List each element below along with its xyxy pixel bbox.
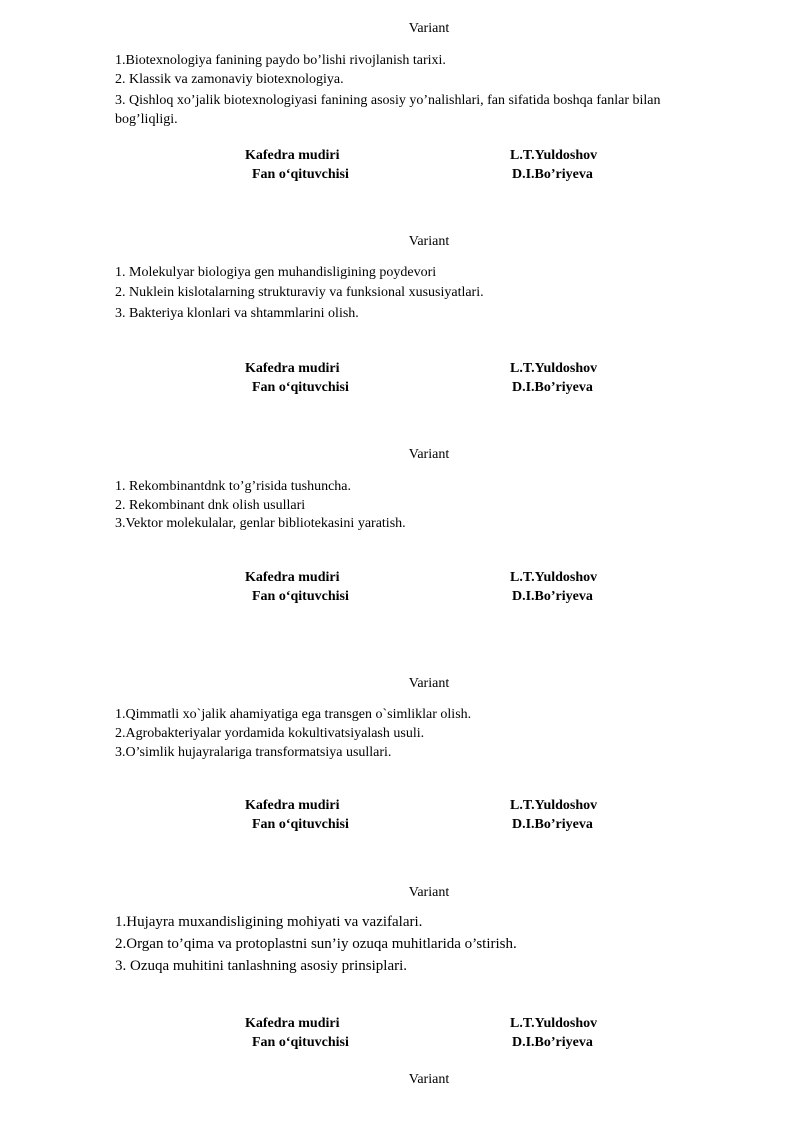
head-role: Kafedra mudiri: [245, 361, 340, 376]
question-3: 3. Qishloq xo’jalik biotexnologiyasi fanining asosiy yo’nalishlari, fan sifatida boshqa fanlar bilan bog’liqligi.: [115, 93, 661, 127]
head-name: L.T.Yuldoshov: [510, 798, 598, 813]
head-role: Kafedra mudiri: [245, 798, 340, 813]
question-1: 1. Rekombinantdnk to’g’risida tushuncha.: [115, 479, 352, 494]
teacher-name: D.I.Bo’riyeva: [512, 1035, 593, 1050]
variant-title: Variant: [408, 676, 450, 691]
question-2: 2.Agrobakteriyalar yordamida kokultivatsiyalash usuli.: [115, 726, 425, 741]
head-role: Kafedra mudiri: [245, 1016, 340, 1031]
teacher-role: Fan o‘qituvchisi: [252, 589, 349, 604]
question-1: 1. Molekulyar biologiya gen muhandisligining poydevori: [115, 265, 437, 280]
teacher-role: Fan o‘qituvchisi: [252, 380, 349, 395]
head-role: Kafedra mudiri: [245, 148, 340, 163]
head-name: L.T.Yuldoshov: [510, 1016, 598, 1031]
teacher-name: D.I.Bo’riyeva: [512, 589, 593, 604]
question-2: 2. Rekombinant dnk olish usullari: [115, 498, 306, 513]
question-3: 3. Bakteriya klonlari va shtammlarini olish.: [115, 306, 359, 321]
teacher-role: Fan o‘qituvchisi: [252, 1035, 349, 1050]
question-3: 3.O’simlik hujayralariga transformatsiya usullari.: [115, 745, 392, 760]
question-2: 2.Organ to’qima va protoplastni sun’iy ozuqa muhitlarida o’stirish.: [115, 936, 517, 952]
variant-title: Variant: [408, 885, 450, 900]
head-name: L.T.Yuldoshov: [510, 570, 598, 585]
variant-title: Variant: [408, 447, 450, 462]
variant-title: Variant: [408, 234, 450, 249]
teacher-role: Fan o‘qituvchisi: [252, 817, 349, 832]
variant-title: Variant: [408, 21, 450, 36]
question-1: 1.Qimmatli xo`jalik ahamiyatiga ega transgen o`simliklar olish.: [115, 707, 472, 722]
question-2: 2. Nuklein kislotalarning strukturaviy va funksional xususiyatlari.: [115, 285, 484, 300]
question-1: 1.Hujayra muxandisligining mohiyati va vazifalari.: [115, 914, 423, 930]
head-role: Kafedra mudiri: [245, 570, 340, 585]
question-2: 2. Klassik va zamonaviy biotexnologiya.: [115, 72, 344, 87]
head-name: L.T.Yuldoshov: [510, 361, 598, 376]
teacher-name: D.I.Bo’riyeva: [512, 380, 593, 395]
question-3: 3.Vektor molekulalar, genlar bibliotekasini yaratish.: [115, 516, 406, 531]
question-1: 1.Biotexnologiya fanining paydo bo’lishi rivojlanish tarixi.: [115, 53, 446, 68]
head-name: L.T.Yuldoshov: [510, 148, 598, 163]
question-3: 3. Ozuqa muhitini tanlashning asosiy prinsiplari.: [115, 958, 408, 974]
teacher-role: Fan o‘qituvchisi: [252, 167, 349, 182]
teacher-name: D.I.Bo’riyeva: [512, 167, 593, 182]
variant-title: Variant: [408, 1072, 450, 1087]
teacher-name: D.I.Bo’riyeva: [512, 817, 593, 832]
